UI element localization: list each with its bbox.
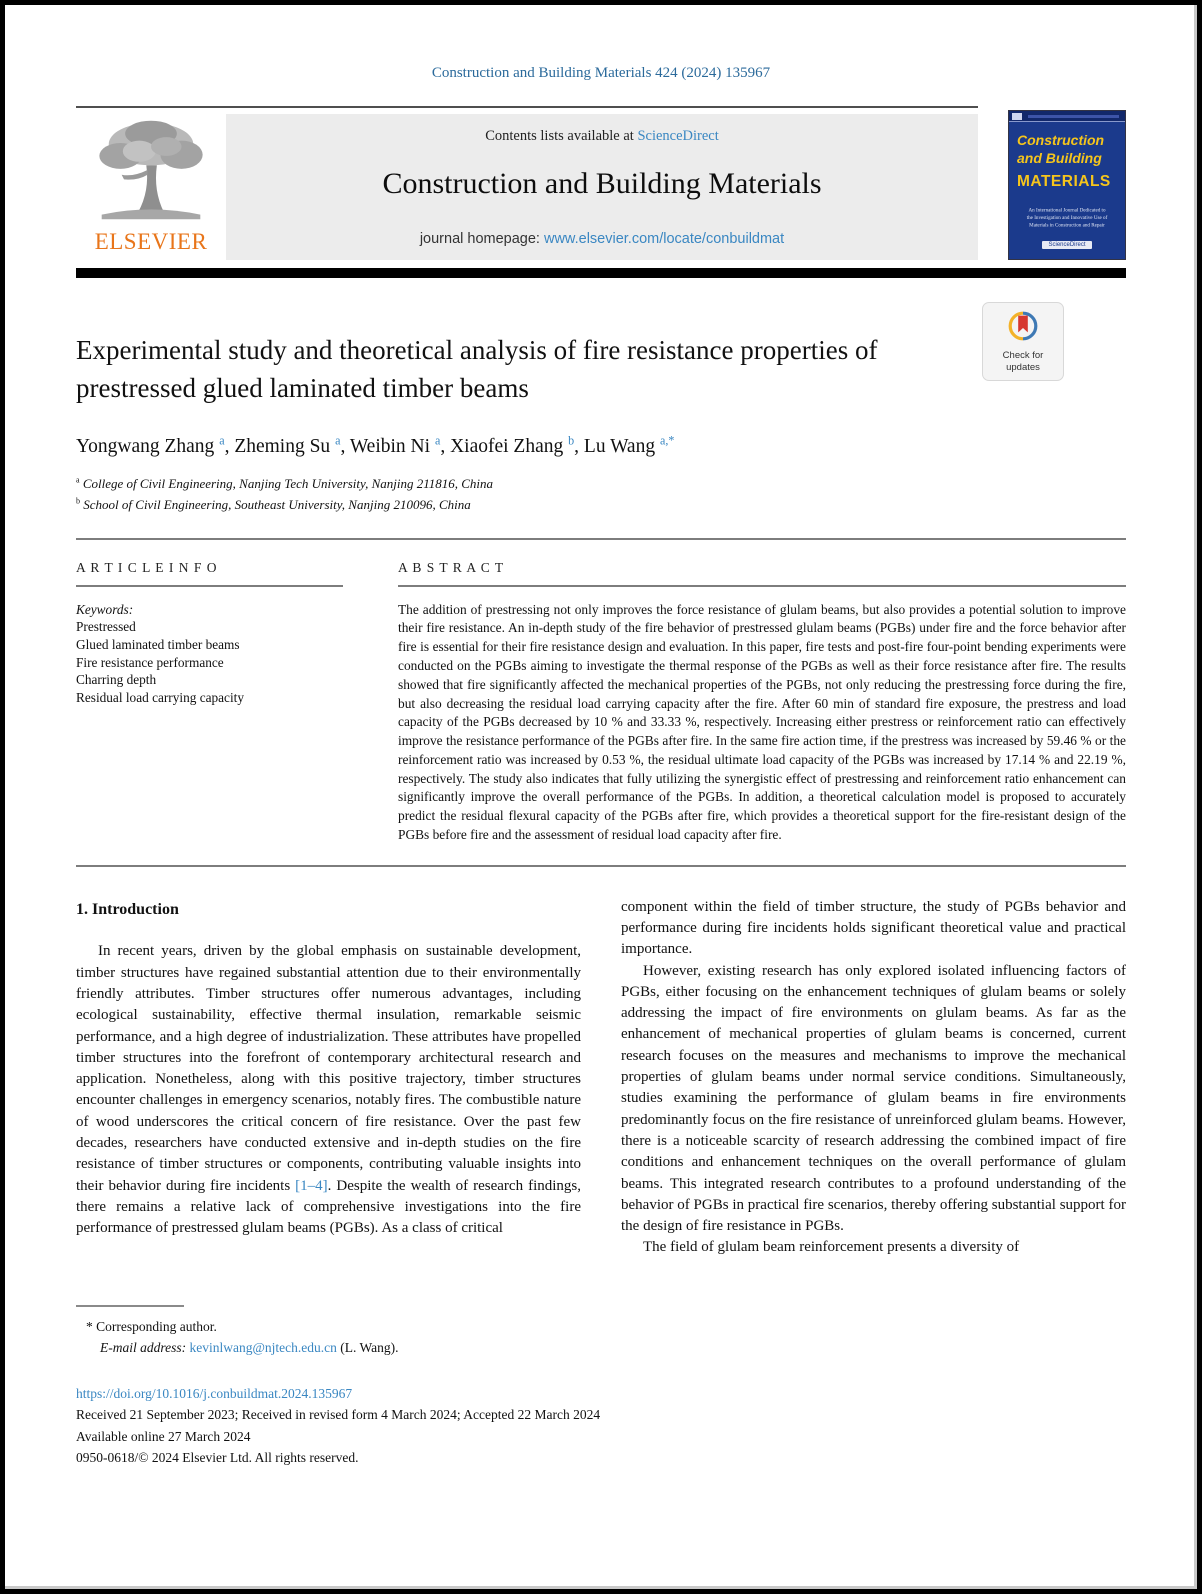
- cover-title-line2: and Building: [1017, 149, 1102, 166]
- journal-citation: Construction and Building Materials 424 (2024) 135967: [431, 65, 771, 81]
- journal-header: [76, 114, 1126, 260]
- cover-title-line3: MATERIALS: [1017, 173, 1111, 190]
- keyword-item: Residual load carrying capacity: [76, 690, 244, 706]
- author: [76, 433, 235, 458]
- homepage-line: [226, 231, 978, 247]
- cover-title-line1: Construction: [1017, 132, 1105, 148]
- email-label: E-mail address:: [100, 1339, 190, 1355]
- check-updates-icon: [1007, 310, 1039, 342]
- keyword-item: Glued laminated timber beams: [76, 637, 240, 653]
- affiliation-sup: b: [76, 496, 81, 506]
- article-title: Experimental study and theoretical analysis of fire resistance properties of prestressed glued laminated timber beams: [76, 335, 878, 403]
- journal-banner: [226, 114, 978, 260]
- author-name: Zheming Su: [234, 436, 331, 458]
- reference-link-1-4[interactable]: [1–4]: [295, 1177, 328, 1194]
- footnote-rule: [76, 1305, 184, 1307]
- author-affiliation-sup[interactable]: b: [568, 433, 575, 448]
- cover-emblem-icon: [1012, 113, 1022, 120]
- contents-prefix: Contents lists available at: [485, 128, 638, 144]
- check-for-updates-badge[interactable]: [982, 302, 1064, 381]
- author-list: [76, 434, 1126, 459]
- intro-p1-continuation: . Despite the wealth of research findings, there remains a relative lack of comprehensive investigations into the fire performance of prestressed glulam beams (PGBs). As a class of critical: [76, 1177, 581, 1237]
- affiliation-list: [76, 474, 1126, 516]
- author-affiliation-sup[interactable]: a: [434, 433, 441, 448]
- elsevier-wordmark: ELSEVIER: [94, 229, 208, 254]
- intro-left-column: [76, 897, 581, 1259]
- author-name: Yongwang Zhang: [76, 436, 215, 458]
- abstract-heading: A B S T R A C T: [398, 559, 505, 575]
- author: [583, 433, 675, 458]
- journal-cover-thumbnail[interactable]: [1008, 110, 1126, 260]
- author-separator: ,: [574, 436, 584, 458]
- author-name: Xiaofei Zhang: [450, 436, 564, 458]
- affiliation-line: [76, 474, 1126, 495]
- abstract-rule: [398, 585, 1126, 587]
- homepage-prefix: journal homepage:: [419, 231, 544, 247]
- keyword-item: Prestressed: [76, 619, 136, 635]
- bookmark-icon: [1018, 316, 1028, 333]
- contents-line: [226, 128, 978, 145]
- journal-title: Construction and Building Materials: [382, 167, 822, 200]
- header-top-rule: [76, 106, 978, 108]
- section-rule: [76, 538, 1126, 540]
- email-link[interactable]: kevinlwang@njtech.edu.cn: [189, 1339, 337, 1355]
- doi-link[interactable]: https://doi.org/10.1016/j.conbuildmat.2024.135967: [76, 1385, 353, 1401]
- cover-top-band: [1009, 111, 1125, 122]
- author-affiliation-sup[interactable]: a,*: [659, 433, 675, 448]
- header-divider-bar: [76, 268, 1126, 278]
- keywords-block: [76, 601, 343, 707]
- check-updates-label: Check for updates: [1002, 350, 1044, 373]
- keywords-label: Keywords:: [76, 601, 134, 617]
- article-info-rule: [76, 585, 343, 587]
- affiliation-sup: a: [76, 475, 80, 485]
- author-separator: ,: [340, 436, 350, 458]
- corresponding-author-note: * Corresponding author.: [86, 1318, 217, 1334]
- article-info-heading: A R T I C L E I N F O: [76, 559, 218, 575]
- affiliation-text: College of Civil Engineering, Nanjing Tech University, Nanjing 211816, China: [82, 476, 494, 492]
- email-suffix: (L. Wang).: [336, 1339, 399, 1355]
- keyword-item: Fire resistance performance: [76, 654, 224, 670]
- intro-paragraph-2: However, existing research has only explored isolated influencing factors of PGBs, either focusing on the enhancement techniques of glulam beams or solely addressing the impact of fire environments on glulam beams. As far as the enhancement of mechanical properties of glulam beams is concerned, current research focuses on the measures and mechanisms to improve the mechanical properties of glulam beams under normal service conditions. Simultaneously, studies examining the performance of glulam beams in fire environments predominantly focus on the fire resistance of unreinforced glulam beams. However, there is a noticeable scarcity of research addressing the combined impact of fire conditions and enhancement techniques on the overall performance of glulam beams. This integrated research contributes to a profound understanding of the behavior of PGBs in practical fire scenarios, thereby offering substantial support for the design of fire resistance in PGBs.: [621, 962, 1126, 1235]
- author-affiliation-sup[interactable]: a: [219, 433, 225, 448]
- homepage-link[interactable]: www.elsevier.com/locate/conbuildmat: [543, 231, 785, 247]
- email-line: [76, 1338, 636, 1359]
- cover-footer-logo: ScienceDirect: [1009, 233, 1125, 251]
- intro-paragraph-3: The field of glulam beam reinforcement presents a diversity of: [643, 1239, 1020, 1256]
- author-separator: ,: [440, 436, 451, 458]
- elsevier-tree-icon: [87, 116, 215, 224]
- author-separator: ,: [224, 436, 235, 458]
- elsevier-logo: [76, 114, 226, 260]
- intro-p1-text: In recent years, driven by the global emphasis on sustainable development, timber structures have regained substantial attention due to their environmentally friendly attributes. Timber structures offer numerous advantages, including ecological sustainability, effective thermal insulation, remarkable seismic performance, and a high degree of industrialization. These attributes have propelled timber structures into the forefront of contemporary architectural research and application. Nonetheless, along with this positive trajectory, timber structures encounter challenges in emergency scenarios, notably fires. The combustible nature of wood underscores the critical concern of fire resistance. Over the past few decades, researchers have conducted extensive and in-depth studies on the fire resistance of timber structures or components, contributing valuable insights into their behavior during fire incidents: [76, 943, 581, 1194]
- abstract-column: [398, 560, 1126, 845]
- introduction-section: [76, 897, 1126, 1259]
- intro-right-column: [621, 897, 1126, 1259]
- sciencedirect-link[interactable]: ScienceDirect: [637, 128, 719, 144]
- cover-tagline: An International Journal Dedicated to the Investigation and Innovative Use of Materials in Construction and Repair: [1026, 207, 1108, 229]
- author: [349, 433, 451, 458]
- abstract-text: The addition of prestressing not only improves the force resistance of glulam beams, but also provides a potential solution to improve their fire resistance. An in-depth study of the fire behavior of prestressed glulam beams (PGBs) under fire and the force behavior after fire is essential for their fire resistance design and evaluation. In this paper, fire tests and post-fire four-point bending experiments were conducted on the PGBs aiming to investigate the thermal response of the PGBs as well as their force resistance after fire. The results showed that fire significantly affected the mechanical properties of the PGBs, not only reducing the prestressing force during the fire, but also decreasing the residual load carrying capacity after the fire. After 60 min of standard fire exposure, the prestress and load capacity of the PGBs decreased by 10 % and 33.33 %, respectively. Increasing either prestress or reinforcement ratio can effectively improve the resistance performance of the PGBs after fire. In the same fire action time, if the prestress was increased by 59.46 % or the reinforcement ratio was increased by 0.53 %, the residual ultimate load capacity of the PGBs was increased by 17.14 % and 22.19 %, respectively. The study also indicates that fully utilizing the synergistic effect of prestressing and reinforcement ratio enhancement can significantly improve the overall performance of the PGBs. In addition, a theoretical calculation model is proposed to accurately predict the residual flexural capacity of the PGBs after fire, which provides a theoretical support for the fire-resistant design of the PGBs before fire and the assessment of residual load capacity after fire.: [398, 601, 1126, 842]
- affiliation-line: [76, 495, 1126, 516]
- received-dates: Received 21 September 2023; Received in revised form 4 March 2024; Accepted 22 March 2024: [76, 1407, 601, 1423]
- keyword-item: Charring depth: [76, 672, 157, 688]
- copyright-line: 0950-0618/© 2024 Elsevier Ltd. All rights reserved.: [76, 1450, 359, 1466]
- author-name: Lu Wang: [583, 436, 656, 458]
- cover-top-bar: [1028, 115, 1119, 118]
- affiliation-text: School of Civil Engineering, Southeast University, Nanjing 210096, China: [83, 496, 471, 512]
- keyword-list: [76, 618, 343, 706]
- article-info-column: [76, 560, 343, 845]
- abstract-bottom-rule: [76, 865, 1126, 867]
- intro-paragraph-1-continued: component within the field of timber structure, the study of PGBs behavior and performance during fire incidents holds significant theoretical value and practical importance.: [621, 898, 1126, 958]
- intro-heading: 1. Introduction: [76, 900, 179, 918]
- available-online: Available online 27 March 2024: [76, 1428, 251, 1444]
- publication-footer: [76, 1383, 1126, 1469]
- footnote-block: [76, 1305, 636, 1359]
- author-name: Weibin Ni: [349, 436, 431, 458]
- author-affiliation-sup[interactable]: a: [335, 433, 341, 448]
- author: [234, 433, 350, 458]
- author: [450, 433, 584, 458]
- intro-paragraph-1: [76, 941, 581, 1239]
